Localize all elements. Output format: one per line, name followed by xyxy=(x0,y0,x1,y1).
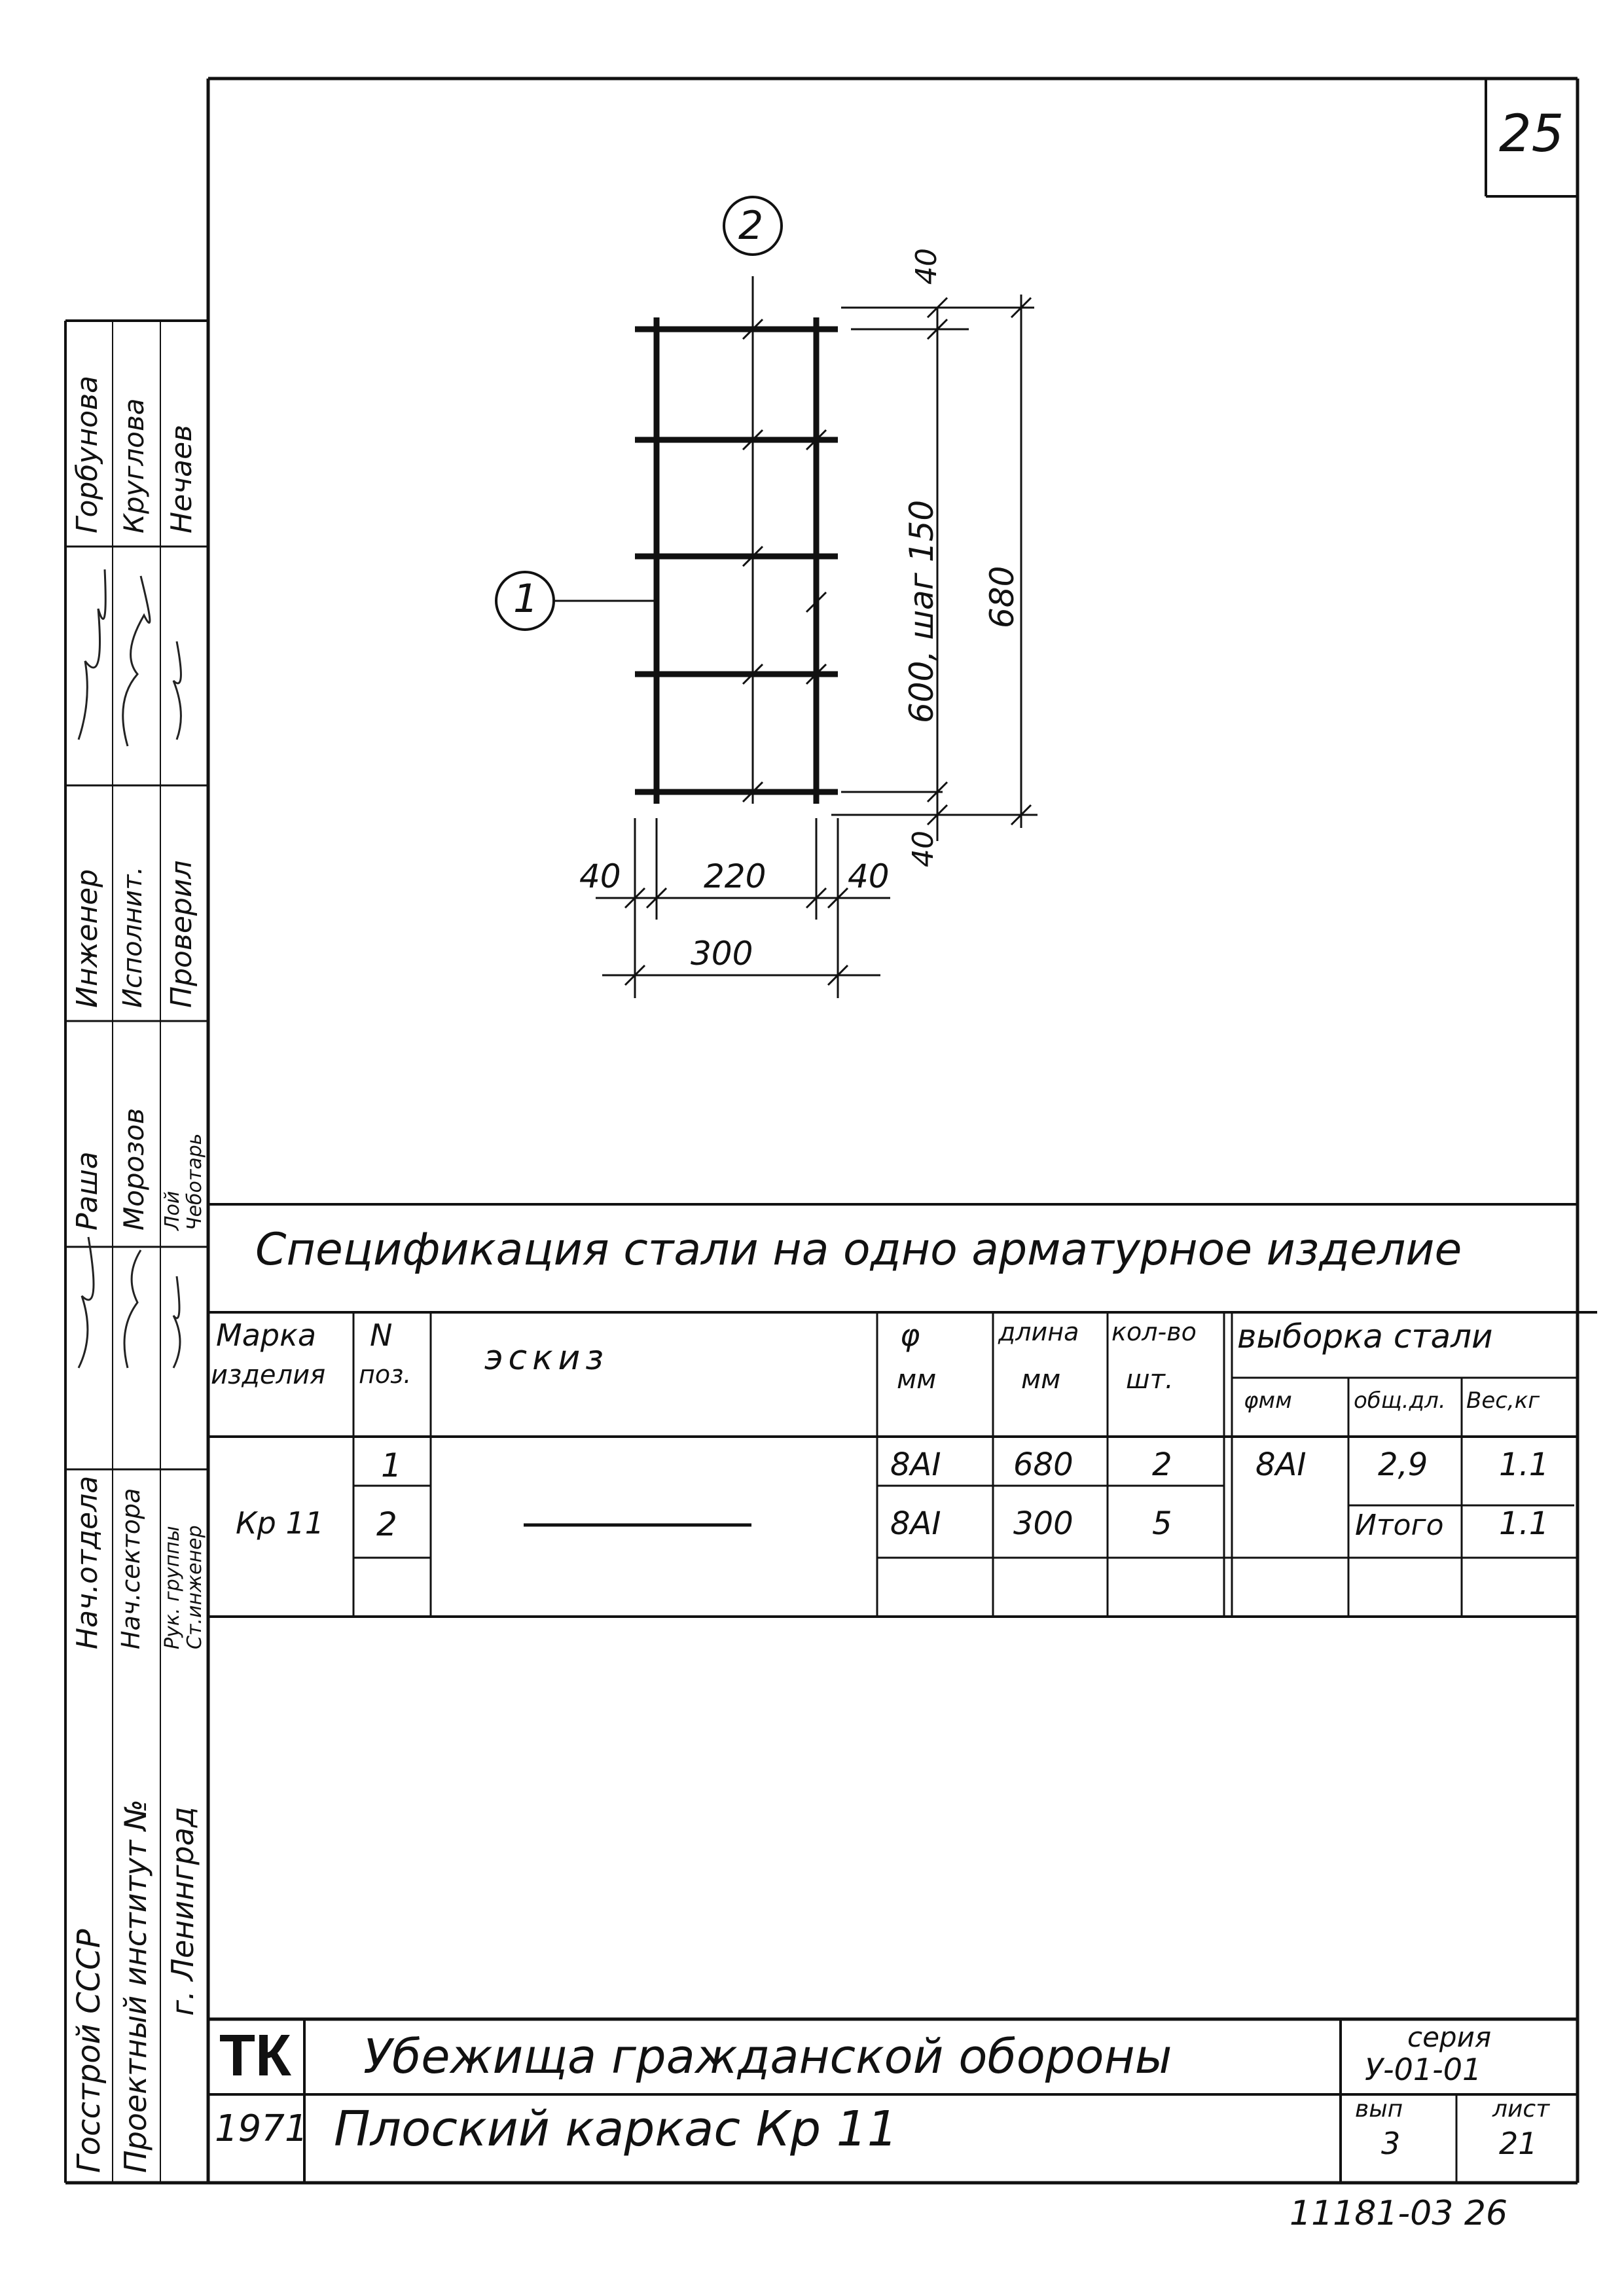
dim-right-40: 40 xyxy=(848,857,890,895)
row1-weight: 1.1 xyxy=(1499,1446,1549,1483)
spec-title: Спецификация стали на одно арматурное изделие xyxy=(255,1224,1462,1276)
header-poz: поз. xyxy=(359,1360,412,1389)
dim-300: 300 xyxy=(691,935,753,973)
header-izdeliya: изделия xyxy=(211,1360,326,1390)
header-vyborka: выборка стали xyxy=(1237,1318,1493,1355)
project-name: Убежища гражданской обороны xyxy=(363,2029,1172,2084)
row1-qty: 2 xyxy=(1152,1446,1172,1483)
seria-value: У-01-01 xyxy=(1365,2052,1482,2087)
signature-scribbles xyxy=(65,321,208,2183)
header-dlina: длина xyxy=(998,1318,1079,1346)
stamp-surname-2: Морозов xyxy=(118,1107,150,1230)
row2-total-len: Итого xyxy=(1355,1509,1444,1542)
stamp-surname2-3: Нечаев xyxy=(165,424,198,533)
row1-sel-diam: 8АI xyxy=(1255,1446,1307,1483)
stamp-surname-4: Чеботарь xyxy=(183,1133,206,1230)
header-eskiz: эскиз xyxy=(484,1338,609,1378)
header-fmm: φмм xyxy=(1244,1388,1292,1414)
list-value: 21 xyxy=(1499,2126,1538,2161)
stamp-org2: Проектный институт № xyxy=(118,1799,153,2173)
stamp-org3: г. Ленинград xyxy=(165,1806,200,2016)
dim-bottom-40-text: 40 xyxy=(907,831,940,867)
stamp-surname-3: Лой xyxy=(161,1191,184,1230)
dim-600-text: 600, шаг 150 xyxy=(903,499,941,723)
dim-top-40-text: 40 xyxy=(910,248,943,285)
header-phi: φ xyxy=(900,1318,920,1353)
stamp-role2-1: Инженер xyxy=(71,869,104,1008)
header-marka: Марка xyxy=(216,1318,317,1353)
header-kolvo: кол-во xyxy=(1111,1318,1197,1346)
stamp-org1: Госстрой СССР xyxy=(71,1929,107,2173)
bottom-note: 11181-03 26 xyxy=(1290,2194,1508,2233)
spec-mark: Кр 11 xyxy=(236,1505,325,1541)
stamp-role-1: Нач.отдела xyxy=(71,1475,104,1649)
stamp-role2-3: Проверил xyxy=(165,860,198,1008)
code-tk: ТК xyxy=(219,2023,291,2089)
dim-680-text: 680 xyxy=(983,565,1021,628)
header-mm2: мм xyxy=(1021,1365,1061,1395)
dim-220: 220 xyxy=(704,857,767,895)
row2-length: 300 xyxy=(1013,1505,1074,1542)
row1-total-len: 2,9 xyxy=(1378,1446,1428,1483)
header-mm1: мм xyxy=(897,1365,937,1395)
callout-1-label: 1 xyxy=(513,576,539,622)
row1-diam: 8АI xyxy=(890,1446,941,1483)
header-n: N xyxy=(370,1318,393,1353)
seria-label: серия xyxy=(1407,2021,1492,2053)
stamp-role-4: Ст.инженер xyxy=(183,1525,206,1649)
cage-drawing xyxy=(496,197,1038,998)
list-label: лист xyxy=(1492,2096,1550,2123)
drawing-name: Плоский каркас Кр 11 xyxy=(334,2101,898,2157)
vyp-value: 3 xyxy=(1381,2126,1401,2161)
stamp-role-3: Рук. группы xyxy=(161,1526,184,1649)
sheet-corner-number: 25 xyxy=(1499,105,1564,164)
stamp-role2-2: Исполнит. xyxy=(118,866,148,1008)
header-ves: Вес,кг xyxy=(1466,1388,1540,1414)
header-sht: шт. xyxy=(1126,1365,1174,1395)
drawing-rotated-texts xyxy=(903,248,1021,867)
row1-pos: 1 xyxy=(381,1446,402,1484)
stamp-role-2: Нач.сектора xyxy=(117,1488,145,1649)
header-obsh: общ.дл. xyxy=(1354,1388,1446,1414)
year: 1971 xyxy=(215,2108,308,2150)
callout-2-label: 2 xyxy=(738,203,764,249)
stamp-surname2-1: Горбунова xyxy=(71,375,104,533)
row2-diam: 8АI xyxy=(890,1505,941,1542)
stamp-surname2-2: Круглова xyxy=(118,398,150,533)
row2-pos: 2 xyxy=(376,1505,397,1543)
row2-weight: 1.1 xyxy=(1499,1505,1549,1542)
vyp-label: вып xyxy=(1355,2096,1403,2123)
row1-length: 680 xyxy=(1013,1446,1074,1483)
row2-qty: 5 xyxy=(1152,1505,1172,1542)
dim-left-40: 40 xyxy=(579,857,621,895)
stamp-surname-1: Раша xyxy=(71,1151,104,1230)
